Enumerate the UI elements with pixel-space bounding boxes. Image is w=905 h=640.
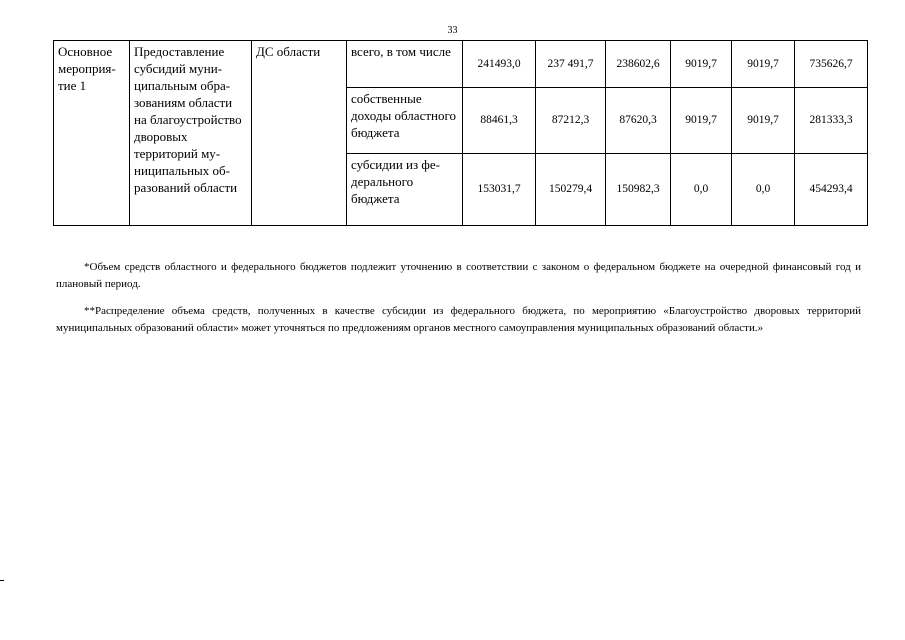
value-cell: 153031,7: [463, 154, 536, 226]
total-value-cell: 281333,3: [795, 88, 868, 154]
value-cell: 0,0: [732, 154, 795, 226]
value-cell: 87620,3: [606, 88, 671, 154]
value-cell: 0,0: [671, 154, 732, 226]
budget-table: [53, 40, 868, 226]
value-cell: 237 491,7: [536, 41, 606, 88]
value-cell: 150279,4: [536, 154, 606, 226]
value-cell: 241493,0: [463, 41, 536, 88]
value-cell: 88461,3: [463, 88, 536, 154]
table-row: [54, 41, 868, 88]
footnote-subsidy-distribution: **Распределение объема средств, полученных в качестве субсидии из федерального бюджета, по мероприятию «Благоустройство дворовых территорий муниципальных образований области» может уточняться по предложениям органов местного самоуправления муниципальных образований области.»: [56, 305, 861, 334]
value-cell: 238602,6: [606, 41, 671, 88]
funding-source-cell: всего, в том числе: [347, 41, 463, 88]
page-number: 33: [447, 25, 458, 36]
executor-cell: ДС области: [252, 41, 347, 226]
value-cell: 9019,7: [732, 88, 795, 154]
funding-source-cell: субсидии из федерального бюджета: [347, 154, 463, 226]
value-cell: 150982,3: [606, 154, 671, 226]
description-cell: Предоставление субсидий муниципальным образованиям области на благоустройство дворовых территорий муниципальных образований области: [130, 41, 252, 226]
event-cell: Основное мероприятие 1: [54, 41, 130, 226]
margin-mark: [0, 580, 4, 581]
value-cell: 9019,7: [732, 41, 795, 88]
value-cell: 9019,7: [671, 41, 732, 88]
funding-source-cell: собственные доходы областного бюджета: [347, 88, 463, 154]
total-value-cell: 454293,4: [795, 154, 868, 226]
total-value-cell: 735626,7: [795, 41, 868, 88]
value-cell: 9019,7: [671, 88, 732, 154]
value-cell: 87212,3: [536, 88, 606, 154]
footnote-budget-clarification: *Объем средств областного и федерального бюджетов подлежит уточнению в соответствии с законом о федеральном бюджете на очередной финансовый год и плановый период.: [56, 261, 861, 290]
